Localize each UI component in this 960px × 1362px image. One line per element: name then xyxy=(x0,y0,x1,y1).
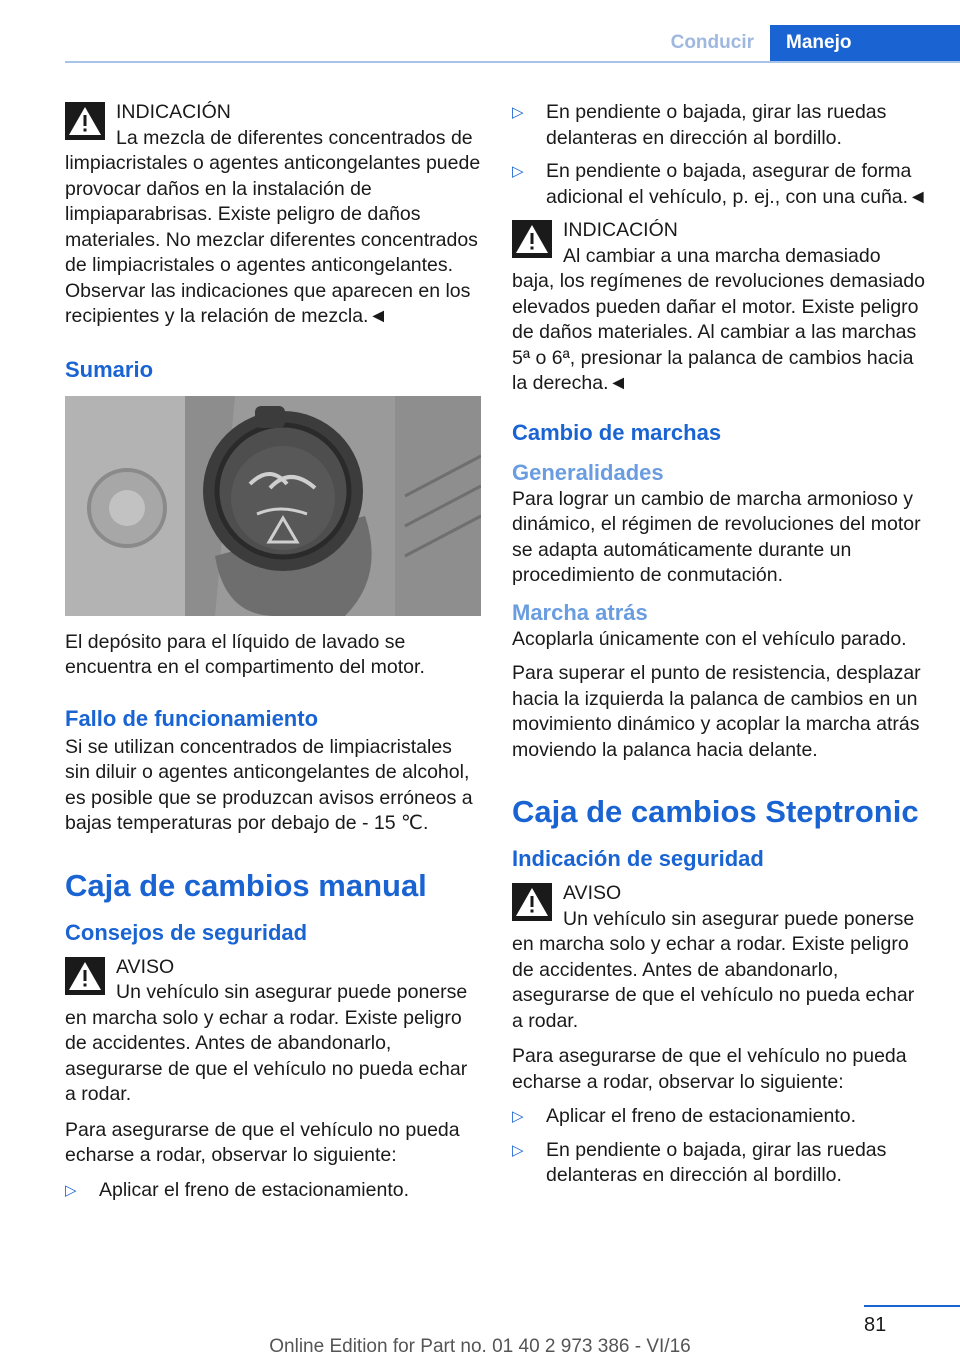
heading-sumario: Sumario xyxy=(65,356,154,382)
list-item: ▷ En pendiente o bajada, asegurar de forma adicional el vehículo, p. ej., con una cuña.◄ xyxy=(512,159,928,210)
warning-label: INDICACIÓN xyxy=(563,219,678,241)
heading-fallo: Fallo de funcionamiento xyxy=(65,705,319,731)
heading-steptronic: Caja de cambios Steptronic xyxy=(512,794,919,829)
warning-label: AVISO xyxy=(116,955,175,978)
warning-triangle-icon xyxy=(65,102,105,140)
list-item: ▷ En pendiente o bajada, girar las ruedas delanteras en dirección al bordillo. xyxy=(512,1138,928,1189)
tab-manejo[interactable]: Manejo xyxy=(770,25,960,61)
heading-indicacion-seguridad: Indicación de seguridad xyxy=(512,846,764,871)
header-rule xyxy=(65,61,960,63)
heading-caja-manual: Caja de cambios manual xyxy=(65,867,427,903)
secure-text: Para asegurarse de que el vehículo no pueda echarse a rodar, observar lo siguiente: xyxy=(65,1118,460,1166)
warning-text: Un vehículo sin asegurar puede ponerse en marcha solo y echar a rodar. Existe peligro de accidentes. Antes de abandonarlo, asegurarse de que el vehículo no pueda echar a rodar. xyxy=(65,981,468,1105)
footer-rule xyxy=(864,1305,960,1307)
list-item: ▷ En pendiente o bajada, girar las ruedas delanteras en dirección al bordillo. xyxy=(512,100,928,151)
heading-consejos: Consejos de seguridad xyxy=(65,919,308,945)
photo-caption: El depósito para el líquido de lavado se encuentra en el compartimento del motor. xyxy=(65,630,425,678)
chapter-tabs xyxy=(671,25,960,61)
heading-marcha-atras: Marcha atrás xyxy=(512,599,648,625)
warning-triangle-icon xyxy=(512,883,552,921)
right-column xyxy=(512,100,928,1197)
warning-label: INDICACIÓN xyxy=(116,101,231,123)
heading-generalidades: Generalidades xyxy=(512,459,664,485)
bullet-list xyxy=(65,1178,481,1204)
warning-text: Al cambiar a una marcha demasiado baja, los regímenes de revoluciones demasiado elevados pueden dañar el motor. Existe peligro de daños materiales. Al cambiar a las marchas 5ª o 6ª, presionar la palanca de cambios hacia la derecha.◄ xyxy=(512,244,925,394)
warning-block xyxy=(65,100,481,330)
bullet-list xyxy=(512,100,928,210)
page-number: 81 xyxy=(864,1314,887,1336)
list-item: ▷ Aplicar el freno de estacionamiento. xyxy=(65,1178,481,1204)
generalidades-text: Para lograr un cambio de marcha armonioso y dinámico, el régimen de revoluciones del motor se adapta automáticamente durante un procedimiento de conmutación. xyxy=(512,487,921,586)
left-column xyxy=(65,100,481,1211)
warning-text: La mezcla de diferentes concentrados de limpiacristales o agentes anticongelantes puede provocar daños en la instalación de limpiaparabrisas. Existe peligro de daños materiales. No mezclar diferentes concentrados de limpiacristales o agentes anticongelantes. Observar las indicaciones que aparecen en los recipientes y la relación de mezcla.◄ xyxy=(65,126,481,327)
warning-label: AVISO xyxy=(563,882,622,904)
warning-triangle-icon xyxy=(65,957,105,995)
tab-conducir[interactable]: Conducir xyxy=(670,32,754,53)
warning-text: Un vehículo sin asegurar puede ponerse en marcha solo y echar a rodar. Existe peligro de accidentes. Antes de abandonarlo, asegurarse de que el vehículo no pueda echar a rodar. xyxy=(512,907,915,1032)
washer-reservoir-photo xyxy=(65,396,481,616)
edition-footer: Online Edition for Part no. 01 40 2 973 386 - VI/16 xyxy=(269,1336,691,1357)
heading-cambio-marchas: Cambio de marchas xyxy=(512,419,722,445)
fallo-text: Si se utilizan concentrados de limpiacristales sin diluir o agentes anticongelantes de alcohol, es posible que se produzcan avisos erróneos a bajas temperaturas por debajo de - 15 ℃. xyxy=(65,735,473,834)
atras-text: Acoplarla únicamente con el vehículo parado. xyxy=(512,627,907,650)
list-item: ▷ Aplicar el freno de estacionamiento. xyxy=(512,1104,928,1130)
secure-text: Para asegurarse de que el vehículo no pueda echarse a rodar, observar lo siguiente: xyxy=(512,1045,907,1093)
warning-block xyxy=(512,218,928,397)
warning-block xyxy=(512,881,928,1034)
bullet-list xyxy=(512,1104,928,1189)
warning-block xyxy=(65,955,481,1108)
atras-text: Para superar el punto de resistencia, desplazar hacia la izquierda la palanca de cambios en un movimiento dinámico y acoplar la marcha atrás moviendo la palanca hacia delante. xyxy=(512,662,921,761)
warning-triangle-icon xyxy=(512,220,552,258)
